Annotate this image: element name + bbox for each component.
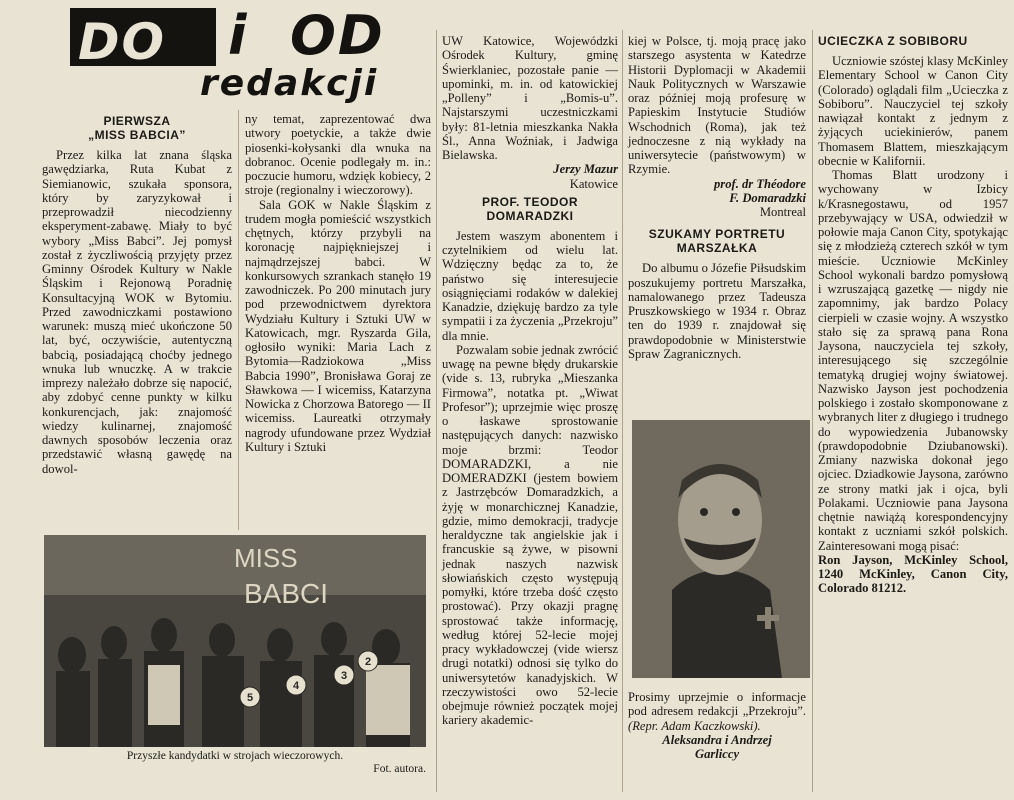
article-paragraph: Uczniowie szóstej klasy McKinley Elementary School w Canon City (Colorado) oglądali film „Ucieczka z Sobiboru”. Nauczyciel tej szkoły nawiązał kontakt z jednym z żyjących uciekinierów, panem Thomasem Blattem, mieszkającym obecnie w Kalifornii. [818, 54, 1008, 168]
banner-miss: MISS [234, 543, 298, 573]
badge-number: 3 [340, 670, 348, 682]
article-paragraph: Jestem waszym abonentem i czytelnikiem od wielu lat. Wdzięczny będąc za to, że państwo się interesujecie osiągnięciami rodaków w dalekiej Kanadzie, dziękuję bardzo za tyle sympatii i za życzenia „Przekroju” dla mnie. [442, 228, 618, 343]
contact-address: Ron Jayson, McKinley School, 1240 McKinley, Canon City, Colorado 81212. [818, 552, 1008, 596]
signature-name: Garliccy [694, 747, 740, 761]
column-rule [812, 30, 813, 792]
signature-name: prof. dr Théodore [714, 176, 806, 191]
column-1 [42, 110, 232, 476]
masthead [70, 2, 430, 107]
banner-babci: BABCI [244, 578, 329, 609]
portrait-illustration [632, 420, 810, 678]
badge-number: 2 [364, 656, 372, 668]
column-4 [628, 34, 806, 361]
pilsudski-portrait [632, 420, 810, 678]
portrait-caption: Prosimy uprzejmie o informacje pod adresem redakcji „Przekroju”. (Repr. Adam Kaczkowski). Aleksandra i Andrzej Garliccy [628, 690, 806, 761]
signature-city: Katowice [569, 176, 618, 191]
column-2 [245, 112, 431, 454]
badge-number: 5 [246, 692, 254, 704]
column-rule [238, 110, 239, 530]
article-paragraph: Do albumu o Józefie Piłsudskim poszukujemy portretu Marszałka, namalowanego przez Tadeusza Pruszkowskiego w 1934 r. Obraz ten do 1939 r. znajdował się prawdopodobnie w Ministerstwie Spraw Zagranicznych. [628, 261, 806, 361]
signature-city: Montreal [759, 205, 806, 219]
contest-photo [44, 535, 426, 747]
article-heading: SZUKAMY PORTRETU MARSZAŁKA [648, 227, 786, 256]
article-paragraph: Pozwalam sobie jednak zwrócić uwagę na pewne błędy drukarskie (vide s. 13, rubryka „Mieszanka Firmowa”, notatka pt. „Wiwat Profesor”); uprzejmie więc proszę o łaskawe sprostowanie następujących danych: nazwisko moje brzmi: Teodor DOMARADZKI, a nie DOMERADZKI (jestem bowiem z Jastrzębców Domaradzkich, a żyję w monarchicznej Kanadzie, gdzie, mimo demokracji, tradycje heraldyczne tak angielskie jak i francuskie są żywe, w pisowni jednak naszych nazwisk słowiańskich często występują pomyłki, które trzeba dość często prostować). Przy okazji pragnę sprostować także informację, według której 52-lecie mojej pracy wykładowczej (vide wiersz drugi notatki) odnosi się tylko do uniwersytetów kanadyjskich. W rzeczywistości owo 52-lecie obejmuje również początek mojej kariery akademic- [442, 342, 618, 728]
article-heading: UCIECZKA Z SOBIBORU [818, 34, 968, 48]
masthead-do-box [70, 8, 216, 71]
masthead-redakcji: redakcji [200, 63, 379, 104]
article-paragraph: UW Katowice, Wojewódzki Ośrodek Kultury, gminę Świerklaniec, pozostałe panie — upominki, m. in. od katowickiej „Polleny” i „Bomis-u”. Najstarszymi uczestniczkami były: 81-letnia mieszkanka Nakła Śl., Anna Woźniak, i Jadwiga Bielawska. [442, 34, 618, 162]
column-5 [818, 34, 1008, 596]
article-paragraph: ny temat, zaprezentować dwa utwory poetyckie, a także dwie piosenki-kołysanki dla wnuka na dobranoc. Ocenie podlegały m. in.: poczucie humoru, wdzięk kobiecy, 2 stroje (regionalny i wieczorowy). [245, 112, 431, 198]
column-rule [436, 30, 437, 792]
article-paragraph: Thomas Blatt urodzony i wychowany w Izbicy k/Krasnegostawu, od 1957 przebywający w USA, odwiedził w połowie maja Canon City, spotykając się z młodzieżą czterech szkół w tym mieście. Uczniowie McKinley School wykonali bardzo pomysłową i wzruszającą gazetkę — nigdy nie zapomnimy, jak bardzo Polacy cierpieli w czasie wojny. A wszystko stało się za sprawą pana Rona Jaysona, nauczyciela tej szkoły, interesującego się szczególnie tematyką drugiej wojny światowej. Nazwisko Jayson jest pochodzenia polskiego i zostało skomponowane z wybranych liter z długiego i trudnego do wypowiedzenia Jubanowsky (prawdopodobnie Dziubanowski). Zmiany nazwiska dokonał jego ojciec. Dziadkowie Jaysona, zarówno ze strony matki jak i ojca, byli Polakami. Uczniowie pana Jaysona chętnie nawiążą korespondencyjny kontakt z uczniami szkół polskich. Zainteresowani mogą pisać: [818, 168, 1008, 553]
signature-name: Jerzy Mazur [553, 162, 618, 177]
article-heading: PIERWSZA „MISS BABCIA” [88, 114, 186, 142]
contest-illustration [44, 535, 426, 747]
masthead-i: i [228, 4, 247, 67]
article-paragraph: Sala GOK w Nakle Śląskim z trudem mogła pomieścić wszystkich chętnych, którzy przybyli na koronację najpiękniejszej i najmądrzejszej babci. W konkursowych szrankach stanęło 19 zawodniczek. Po 200 minutach jury pod przewodnictwem dyrektora Wydziału Kultury i Sztuki UW w Katowicach, mgr. Ryszarda Gila, ogłosiło wyniki: Maria Lach z Bytomia—Radziokowa „Miss Babcia 1990”, Bronisława Goraj ze Sławkowa — I wicemiss, Katarzyna Nowicka z Chorzowa Batorego — II wicemiss. Laureatki otrzymały nagrody ufundowane przez Wydział Kultury i Sztuki [245, 197, 431, 454]
badge-number: 4 [292, 680, 300, 692]
signature-name: F. Domaradzki [729, 190, 806, 205]
photo-caption: Przyszłe kandydatki w strojach wieczorowych. Fot. autora. [44, 750, 426, 776]
masthead-od: OD [290, 4, 385, 67]
masthead-do: DO [78, 13, 167, 71]
column-3 [442, 34, 618, 728]
photo-credit: Fot. autora. [373, 763, 426, 775]
signature-name: Aleksandra i Andrzej [662, 732, 772, 747]
article-paragraph: kiej w Polsce, tj. moją pracę jako starszego asystenta w Katedrze Historii Dyplomacji w Akademii Nauk Politycznych w Warszawie oraz później moją profesurę w Papieskim Instytucie Studiów Wschodnich (Roma), jak też jednoczesne z nią wykłady na uniwersytecie (państwowym) w Rzymie. [628, 34, 806, 177]
column-rule [622, 30, 623, 792]
article-heading: PROF. TEODOR DOMARADZKI [481, 194, 578, 223]
article-paragraph: Przez kilka lat znana śląska gawędziarka, Ruta Kubat z Siemianowic, szukała sponsora, który by zaryzykował i przeprowadził niecodzienny eksperyment-zabawę. Miały to być wybory „Miss Babci”. Jej pomysł został z życzliwością przyjęty przez Gminny Ośrodek Kultury w Nakle Śląskim i Rejonową Poradnię Konsultacyjną WOK w Bytomiu. Przed zawodniczkami postawiono warunek: muszą mieć ukończone 50 lat, być, oczywiście, autentyczną babcią, posiadającą choćby jednego wnuka lub wnuczkę. A w trakcie imprezy należało dobrze się napocić, aby zdobyć cenne punkty w kilku konkurencjach, jak: znajomość wiedzy kulinarnej, znajomość dawnych sposobów leczenia oraz przedstawić własną gawędę na dowol- [42, 148, 232, 476]
